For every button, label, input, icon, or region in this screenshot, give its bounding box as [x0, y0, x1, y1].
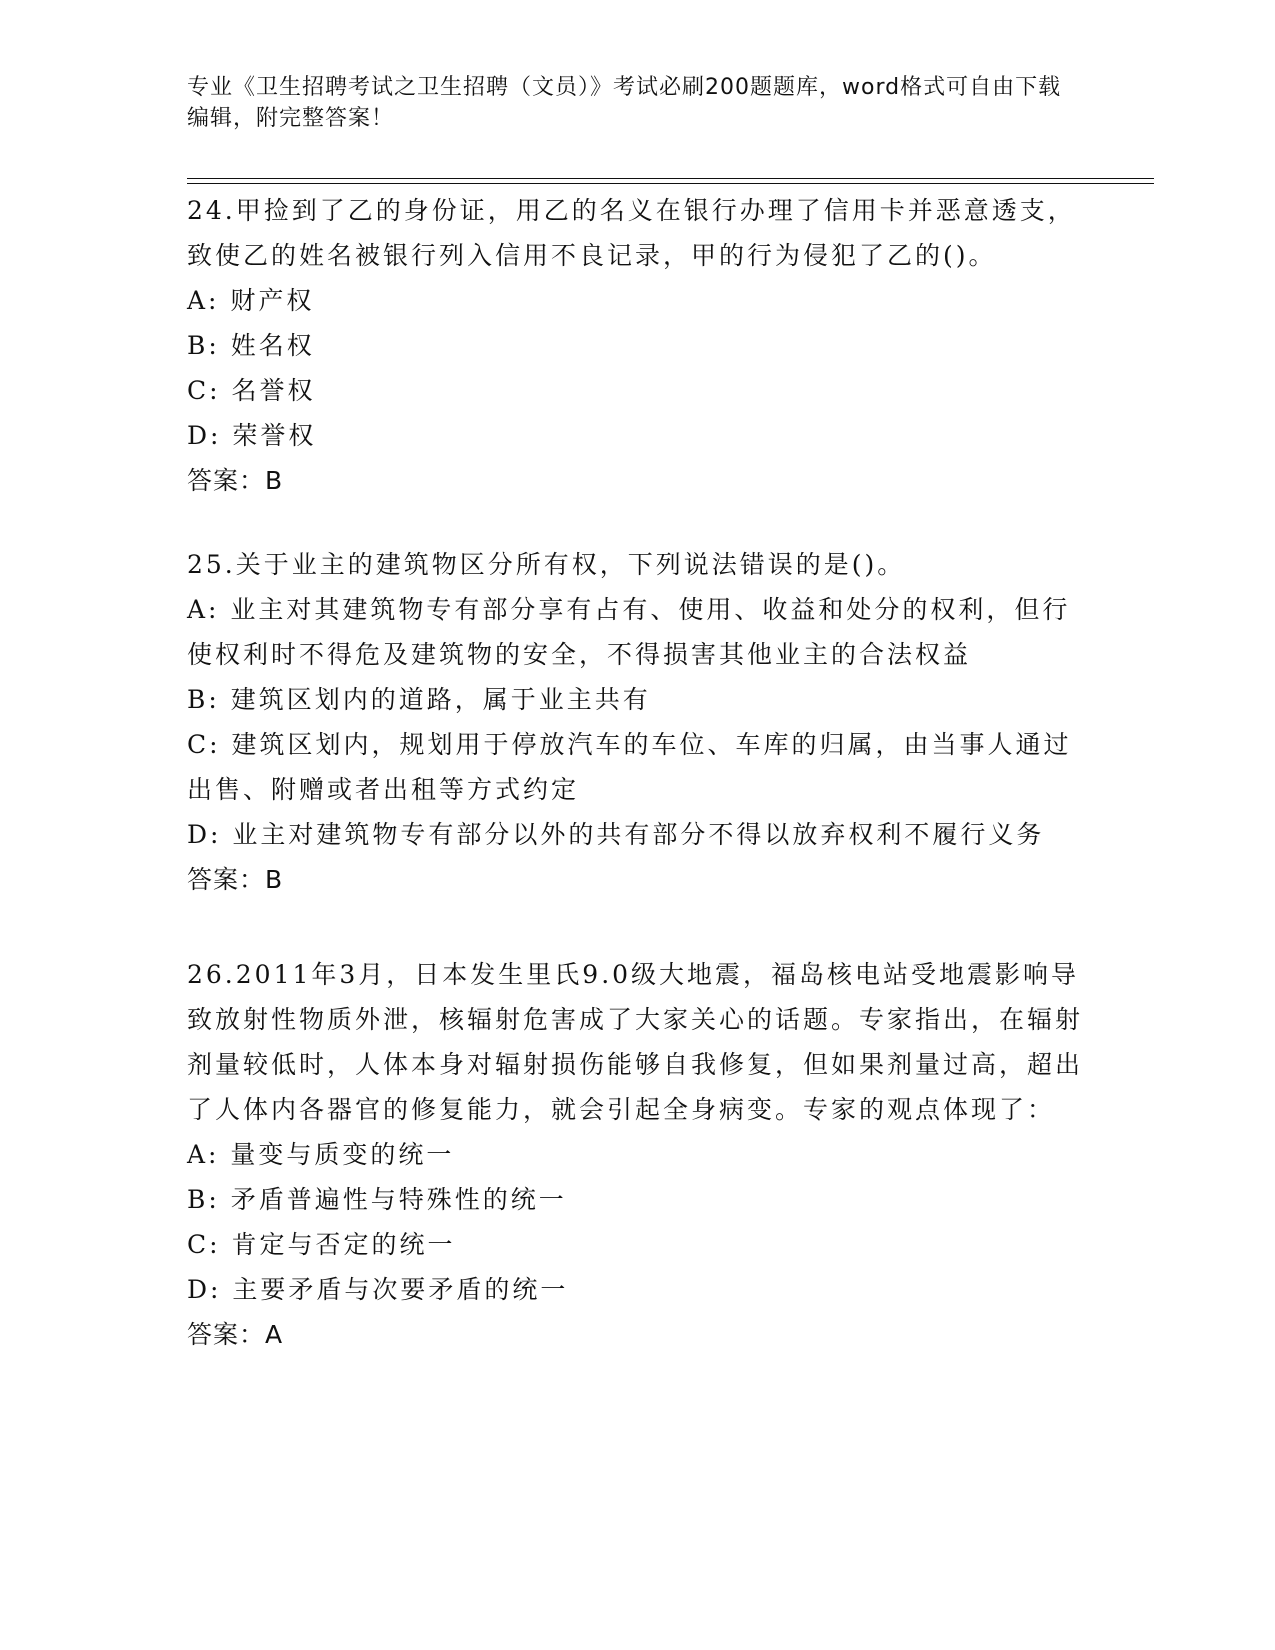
option-b: B: 建筑区划内的道路，属于业主共有 [187, 685, 651, 714]
option-d: D: 主要矛盾与次要矛盾的统一 [187, 1275, 569, 1304]
answer-line: 答案：B [187, 865, 284, 894]
header-divider-bottom [187, 183, 1154, 184]
answer-line: 答案：B [187, 466, 284, 495]
question-25 [187, 542, 1087, 902]
question-24 [187, 188, 1087, 503]
question-26 [187, 952, 1087, 1357]
header-divider-top [187, 178, 1154, 179]
option-c: C: 肯定与否定的统一 [187, 1230, 456, 1259]
option-b: B: 矛盾普遍性与特殊性的统一 [187, 1185, 567, 1214]
option-a: A: 业主对其建筑物专有部分享有占有、使用、收益和处分的权利，但行使权利时不得危及建筑物的安全，不得损害其他业主的合法权益 [187, 595, 1071, 669]
option-d: D: 荣誉权 [187, 421, 317, 450]
question-stem: 24.甲捡到了乙的身份证，用乙的名义在银行办理了信用卡并恶意透支，致使乙的姓名被银行列入信用不良记录，甲的行为侵犯了乙的()。 [187, 196, 1076, 270]
question-stem: 25.关于业主的建筑物区分所有权，下列说法错误的是()。 [187, 550, 906, 579]
option-a: A: 财产权 [187, 286, 315, 315]
document-header: 专业《卫生招聘考试之卫生招聘（文员）》考试必刷200题题库，word格式可自由下载编辑，附完整答案！ [187, 75, 1062, 131]
option-d: D: 业主对建筑物专有部分以外的共有部分不得以放弃权利不履行义务 [187, 820, 1045, 849]
answer-line: 答案：A [187, 1320, 284, 1349]
option-b: B: 姓名权 [187, 331, 315, 360]
option-a: A: 量变与质变的统一 [187, 1140, 455, 1169]
option-c: C: 建筑区划内，规划用于停放汽车的车位、车库的归属，由当事人通过出售、附赠或者出租等方式约定 [187, 730, 1072, 804]
option-c: C: 名誉权 [187, 376, 316, 405]
question-stem: 26.2011年3月，日本发生里氏9.0级大地震，福岛核电站受地震影响导致放射性物质外泄，核辐射危害成了大家关心的话题。专家指出，在辐射剂量较低时，人体本身对辐射损伤能够自我修复，但如果剂量过高，超出了人体内各器官的修复能力，就会引起全身病变。专家的观点体现了： [187, 960, 1084, 1124]
